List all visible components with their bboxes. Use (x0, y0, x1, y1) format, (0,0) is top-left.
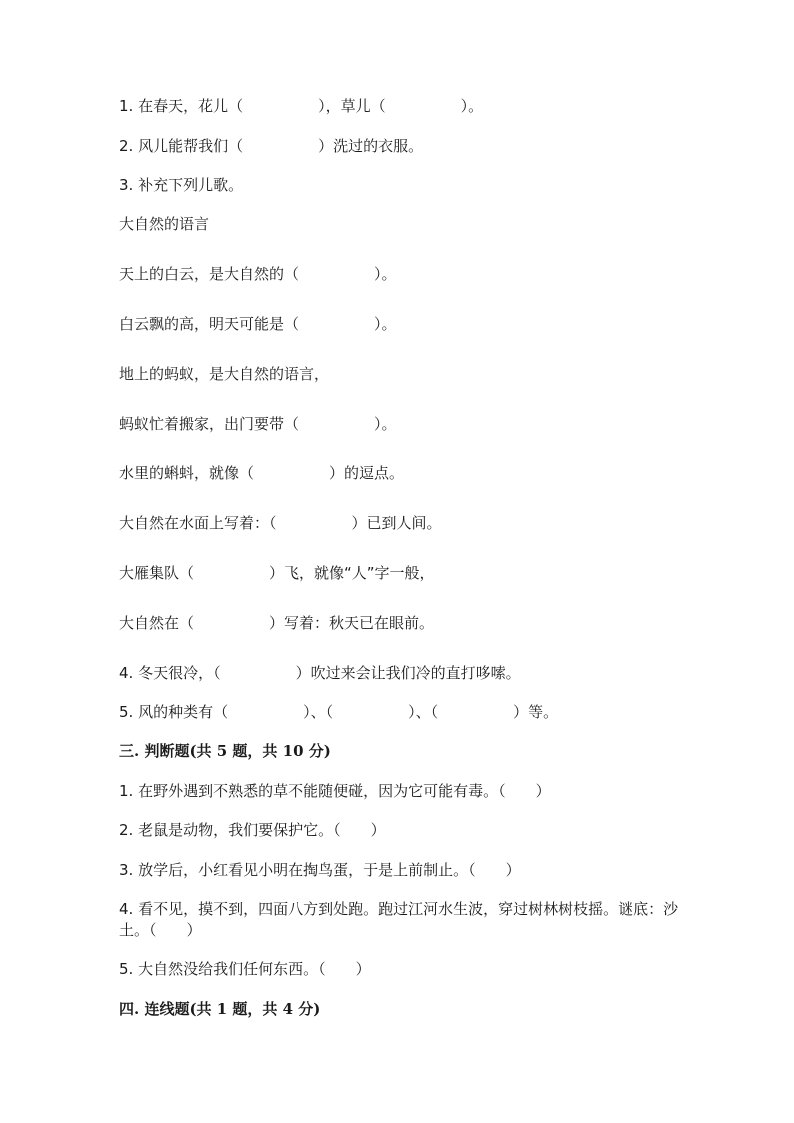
poem-line-4: 蚂蚁忙着搬家，出门要带（ ）。 (119, 415, 397, 433)
section-4-heading: 四. 连线题(共 1 题，共 4 分) (119, 1000, 321, 1018)
poem-line-6: 大自然在水面上写着：（ ）已到人间。 (119, 514, 442, 532)
poem-title: 大自然的语言 (119, 215, 210, 233)
judgment-question-3: 3. 放学后，小红看见小明在掏鸟蛋，于是上前制止。（ ） (119, 861, 521, 879)
fill-in-question-1: 1. 在春天，花儿（ ），草儿（ ）。 (119, 97, 484, 115)
fill-in-question-4: 4. 冬天很冷，（ ）吹过来会让我们冷的直打哆嗦。 (119, 664, 521, 682)
poem-line-7: 大雁集队（ ）飞，就像“人”字一般， (119, 564, 435, 582)
poem-line-2: 白云飘的高，明天可能是（ ）。 (119, 315, 397, 333)
judgment-question-5: 5. 大自然没给我们任何东西。（ ） (119, 960, 371, 978)
fill-in-question-2: 2. 风儿能帮我们（ ）洗过的衣服。 (119, 137, 424, 155)
fill-in-question-3: 3. 补充下列儿歌。 (119, 176, 244, 194)
fill-in-question-5: 5. 风的种类有（ ）、（ ）、（ ）等。 (119, 703, 559, 721)
judgment-question-4: 4. 看不见，摸不到，四面八方到处跑。跑过江河水生波，穿过树林树枝摇。谜底：沙土。（ ） (119, 900, 679, 939)
poem-line-3: 地上的蚂蚁，是大自然的语言， (119, 365, 330, 383)
section-3-heading: 三. 判断题(共 5 题，共 10 分) (119, 742, 331, 760)
poem-line-5: 水里的蝌蚪，就像（ ）的逗点。 (119, 464, 405, 482)
poem-line-1: 天上的白云，是大自然的（ ）。 (119, 265, 397, 283)
poem-line-8: 大自然在（ ）写着：秋天已在眼前。 (119, 614, 435, 632)
judgment-question-1: 1. 在野外遇到不熟悉的草不能随便碰，因为它可能有毒。（ ） (119, 782, 551, 800)
judgment-question-2: 2. 老鼠是动物，我们要保护它。（ ） (119, 821, 386, 839)
